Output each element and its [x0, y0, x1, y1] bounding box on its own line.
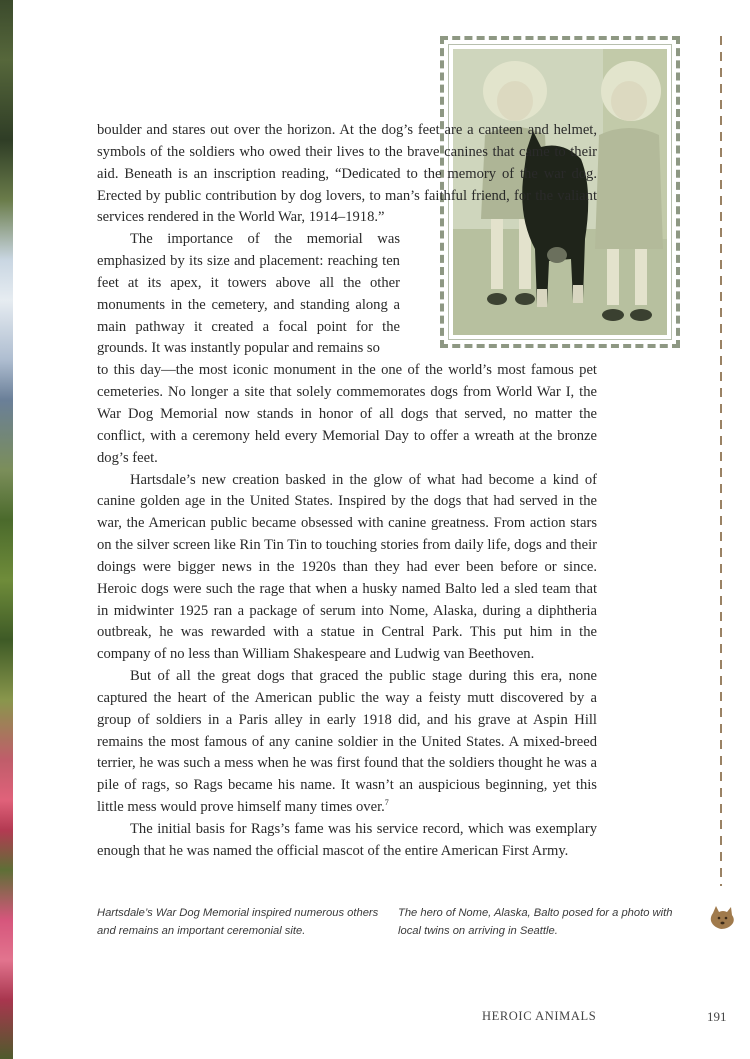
adjacent-photo-edge — [0, 0, 13, 1059]
paragraph-2-wide: to this day—the most iconic monument in the one of the world’s most famous pet cemeteries. No longer a site that solely commemorates dogs from World War I, the War Dog Memorial now stands in honor of all dogs that served, no matter the conflict, with a ceremony held every Memorial Day to offer a wreath at the bronze dog’s feet. — [97, 362, 597, 466]
decorative-dashed-rule — [720, 36, 722, 886]
paragraph-5: The initial basis for Rags’s fame was his service record, which was exemplary enough that he was named the official mascot of the entire American First Army. — [97, 821, 597, 859]
main-text — [97, 120, 597, 863]
paragraph-2-narrow: The importance of the memorial was emphasized by its size and placement: reaching ten feet at its apex, it towers above all the other monuments in the cemetery, and standing along a main pathway it created a focal point for the grounds. It was instantly popular and remains so — [97, 231, 400, 357]
paragraph-1: boulder and stares out over the horizon. At the dog’s feet are a canteen and helmet, symbols of the soldiers who owed their lives to the brave canines that came to their aid. Beneath is an inscription reading, “Dedicated to the memory of the war dog. Erected by public contribution by dog lovers, to man’s faithful friend, for the valiant services rendered in the World War, 1914–1918.” — [97, 122, 598, 226]
paragraph-3: Hartsdale’s new creation basked in the glow of what had become a kind of canine golden age in the United States. Inspired by the dogs that had served in the war, the American public became obsessed with canine greatness. From action stars on the silver screen like Rin Tin Tin to touching stories from daily life, dogs and their doings were bigger news in the 1920s than they had ever been before or since. Heroic dogs were such the rage that when a husky named Balto led a sled team that in midwinter 1925 ran a package of serum into Nome, Alaska, during a diphtheria outbreak, he was rewarded with a statue in Central Park. This put him in the company of no less than William Shakespeare and Ludwig van Beethoven. — [97, 471, 597, 663]
caption-war-dog-memorial: Hartsdale’s War Dog Memorial inspired numerous others and remains an important ceremonial site. — [97, 907, 379, 937]
dog-head-icon — [707, 903, 737, 933]
paragraph-4: But of all the great dogs that graced the public stage during this era, none captured the heart of the American public the way a feisty mutt discovered by a group of soldiers in a Paris alley in early 1918 did, and his grave at Aspin Hill remains the most famous of any canine soldier in the United States. A mixed-breed terrier, he was such a mess when he was first found that the soldiers thought he was a pile of rags, so Rags became his name. It wasn’t an auspicious beginning, yet this little mess would prove himself many times over.$^7$ — [97, 668, 597, 816]
caption-balto-photo: The hero of Nome, Alaska, Balto posed for a photo with local twins on arriving in Seattle. — [398, 907, 673, 937]
page-number: 191 — [707, 1009, 727, 1024]
footnote-marker: 7 — [384, 798, 389, 808]
running-footer-section: HEROIC ANIMALS — [482, 1009, 597, 1023]
